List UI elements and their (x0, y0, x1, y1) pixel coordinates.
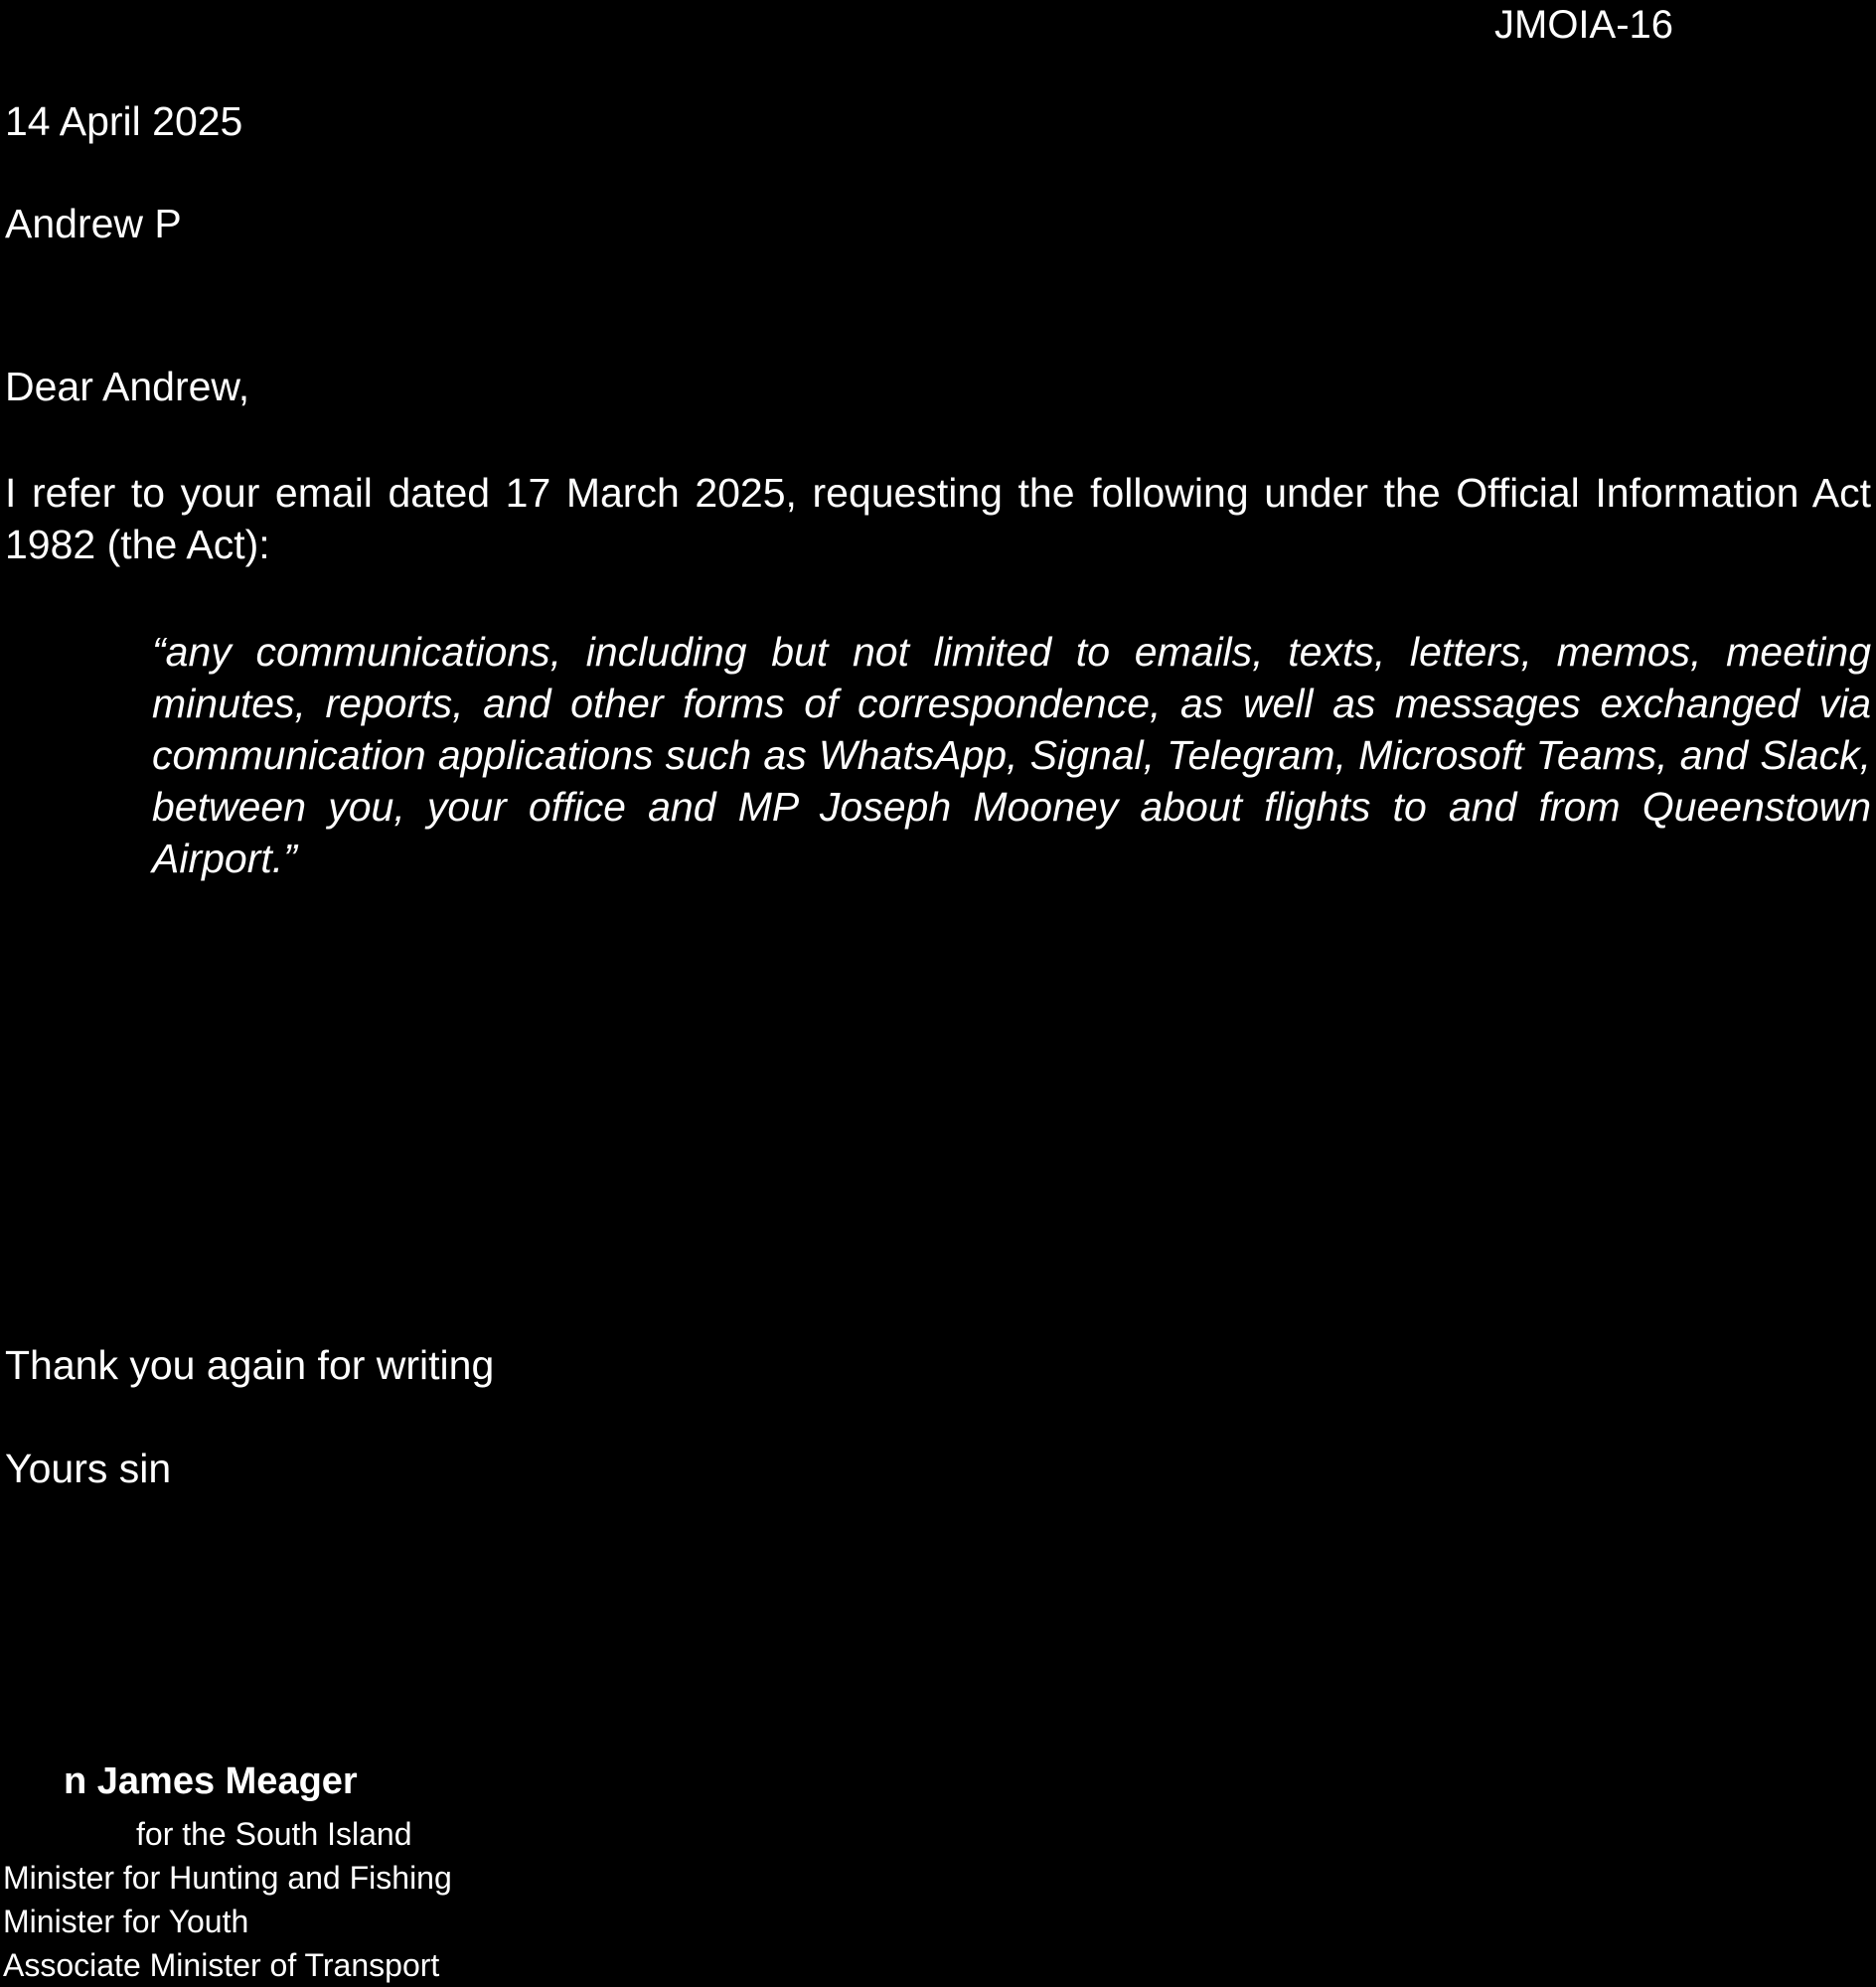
signatory-titles (3, 1812, 452, 1987)
recipient-name: Andrew P (5, 201, 182, 246)
signatory-name: n James Meager (64, 1760, 358, 1802)
intro-paragraph: I refer to your email dated 17 March 2025, requesting the following under the Official Information Act 1982 (the Act): (5, 470, 1871, 567)
signatory-title: Minister for Youth (3, 1904, 249, 1939)
thanks-line: Thank you again for writing (5, 1342, 495, 1388)
signatory-title: Associate Minister of Transport (3, 1947, 440, 1983)
signatory-title: for the South Island (136, 1816, 412, 1852)
request-quote: “any communications, including but not limited to emails, texts, letters, memos, meeting minutes, reports, and other forms of correspondence, as well as messages exchanged via communication applications such as WhatsApp, Signal, Telegram, Microsoft Teams, and Slack, between you, your office and MP Joseph Mooney about flights to and from Queenstown Airport.” (152, 629, 1871, 881)
signatory-title: Minister for Hunting and Fishing (3, 1860, 452, 1896)
letter-date: 14 April 2025 (5, 98, 243, 144)
closing-line: Yours sin (5, 1446, 172, 1491)
reference-number: JMOIA-16 (1494, 3, 1674, 47)
salutation: Dear Andrew, (5, 364, 250, 409)
